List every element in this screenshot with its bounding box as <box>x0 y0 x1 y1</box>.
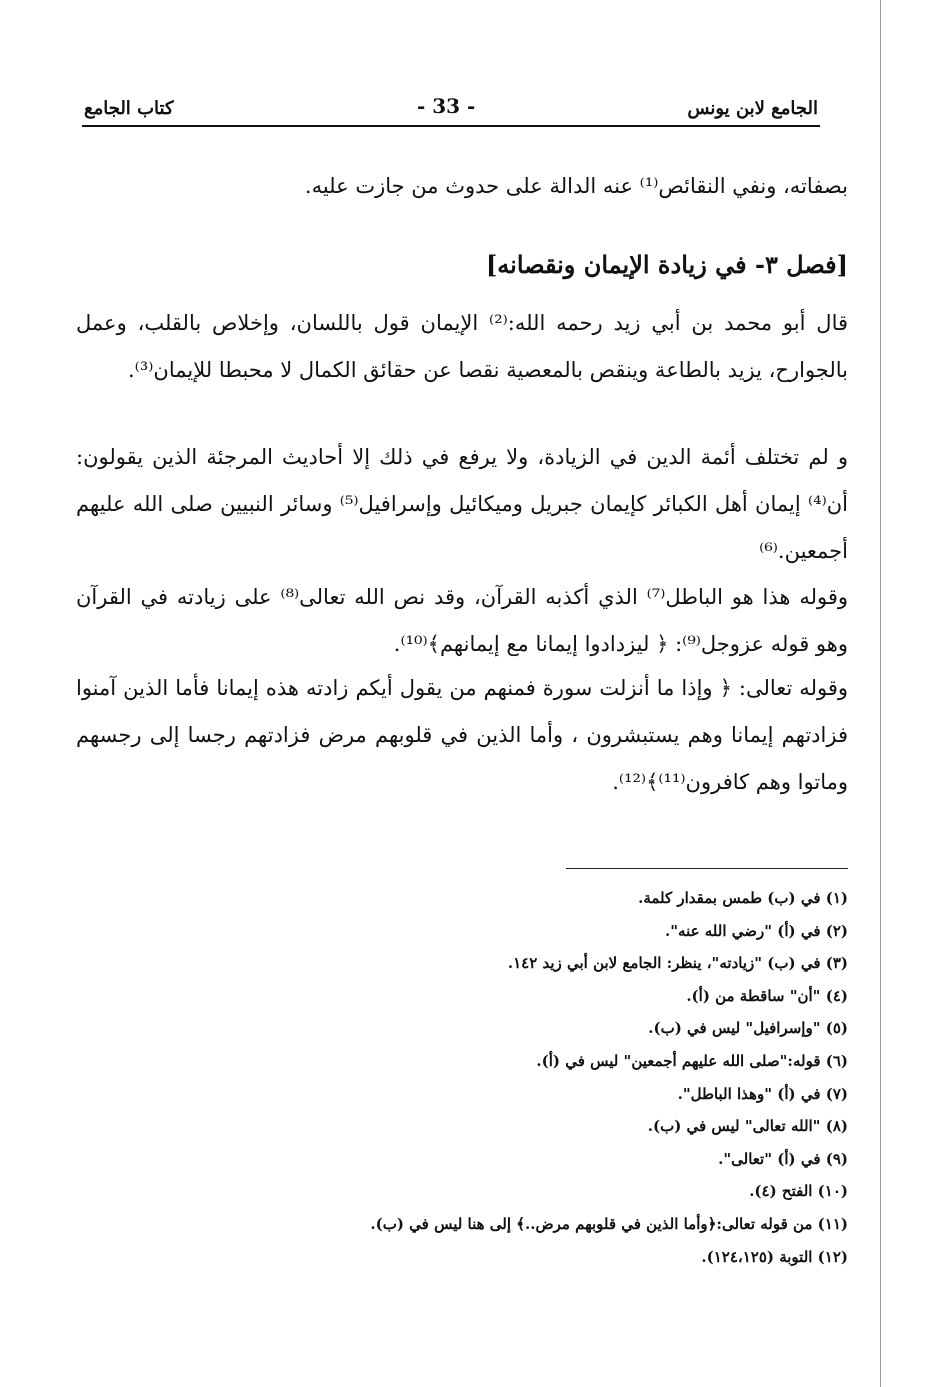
footnote: (٥) "وإسرافيل" ليس في (ب). <box>648 1019 848 1038</box>
header-chapter-title: كتاب الجامع <box>84 98 174 119</box>
footnote: (٣) في (ب) "زيادته"، ينظر: الجامع لابن أبي زيد ١٤٢. <box>507 954 848 973</box>
paragraph: و لم تختلف أئمة الدين في الزيادة، ولا يرفع في ذلك إلا أحاديث المرجئة الذين يقولون: أن⁽⁴⁾ إيمان أهل الكبائر كإيمان جبريل وميكائيل وإسرافيل⁽⁵⁾ وسائر النبيين صلى الله عليهم أجمعين.⁽⁶⁾ <box>76 445 848 563</box>
footnote: (٩) في (أ) "تعالى". <box>718 1149 848 1168</box>
footnote: (١٢) التوبة (١٢٤،١٢٥). <box>701 1247 848 1266</box>
intro-line: بصفاته، ونفي النقائص⁽¹⁾ عنه الدالة على حدوث من جازت عليه. <box>304 174 848 198</box>
page-number: - 33 - <box>417 94 476 118</box>
footnote: (٤) "أن" ساقطة من (أ). <box>686 986 848 1005</box>
paragraph: قال أبو محمد بن أبي زيد رحمه الله:⁽²⁾ الإيمان قول باللسان، وإخلاص بالقلب، وعمل بالجوارح، يزيد بالطاعة وينقص بالمعصية نقصا عن حقائق الكمال لا محبطا للإيمان⁽³⁾. <box>76 311 849 382</box>
paragraph: وقوله هذا هو الباطل⁽⁷⁾ الذي أكذبه القرآن، وقد نص الله تعالى⁽⁸⁾ على زيادته في القرآن وهو قوله عزوجل⁽⁹⁾: ﴿ ليزدادوا إيمانا مع إيمانهم﴾⁽¹⁰⁾. <box>76 585 849 656</box>
footnote: (٦) قوله:"صلى الله عليهم أجمعين" ليس في (أ). <box>536 1051 848 1070</box>
running-header <box>82 92 818 126</box>
footnote: (٧) في (أ) "وهذا الباطل". <box>677 1084 848 1103</box>
footnote: (٨) "الله تعالى" ليس في (ب). <box>647 1117 848 1136</box>
footnote: (١١) من قوله تعالى:﴿وأما الذين في قلوبهم مرض..﴾ إلى هنا ليس في (ب). <box>370 1214 848 1233</box>
footnote-separator <box>566 868 848 869</box>
section-heading: [فصل ٣- في زيادة الإيمان ونقصانه] <box>485 250 848 279</box>
paragraph: وقوله تعالى: ﴿ وإذا ما أنزلت سورة فمنهم من يقول أيكم زادته هذه إيمانا فأما الذين آمنوا فزادتهم إيمانا وهم يستبشرون ، وأما الذين في قلوبهم مرض فزادتهم رجسا إلى رجسهم وماتوا وهم كافرون⁽¹¹⁾﴾⁽¹²⁾. <box>76 676 848 794</box>
footnote: (١٠) الفتح (٤). <box>749 1182 848 1201</box>
footnotes <box>300 882 848 1273</box>
header-rule <box>82 125 820 127</box>
header-book-title: الجامع لابن يونس <box>687 98 818 119</box>
footnote: (٢) في (أ) "رضي الله عنه". <box>664 921 848 940</box>
footnote: (١) في (ب) طمس بمقدار كلمة. <box>638 889 848 907</box>
page-edge-line <box>880 0 881 1387</box>
